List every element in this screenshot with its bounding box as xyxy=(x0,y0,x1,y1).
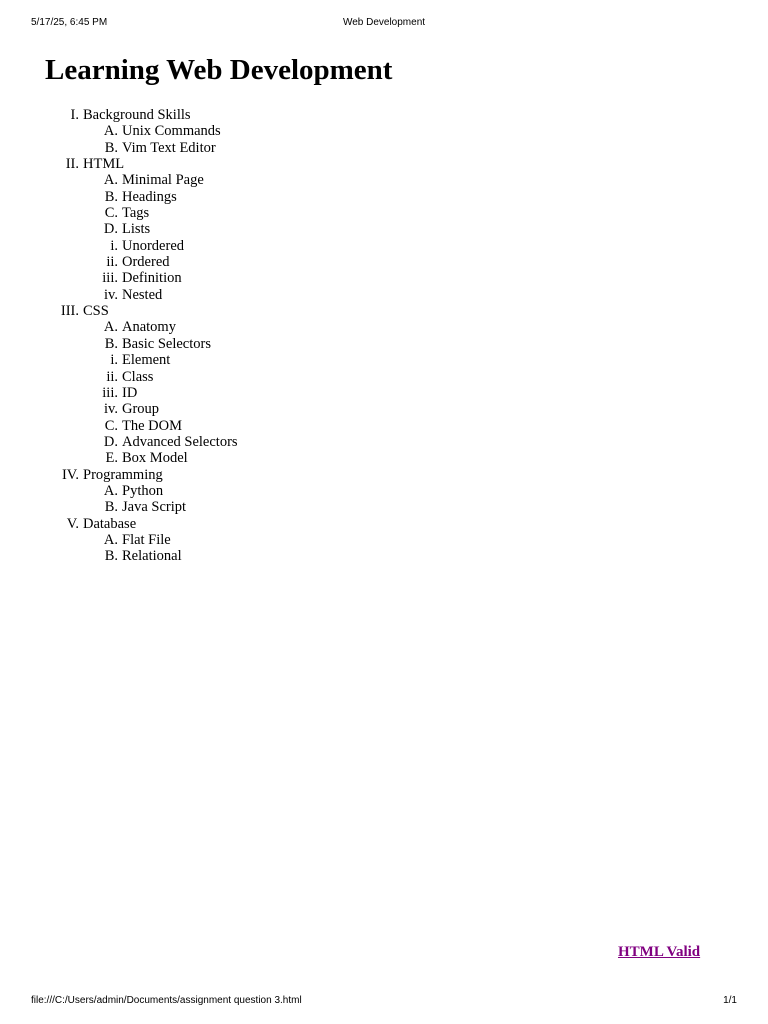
outline-marker: iii. xyxy=(102,270,118,287)
outline-text: Lists xyxy=(122,221,151,238)
outline-text: Box Model xyxy=(122,450,188,467)
outline-text: Unordered xyxy=(122,237,185,254)
outline-item-level-1 xyxy=(0,516,500,532)
outline-marker: III. xyxy=(60,303,79,320)
outline-text: Definition xyxy=(122,270,182,287)
print-datetime: 5/17/25, 6:45 PM xyxy=(31,17,108,28)
page-number: 1/1 xyxy=(723,995,737,1006)
outline-marker: i. xyxy=(110,237,118,254)
outline-item-level-2 xyxy=(0,319,500,335)
outline-item-level-3 xyxy=(0,369,500,385)
page-title: Learning Web Development xyxy=(45,54,393,86)
outline-item-level-2 xyxy=(0,483,500,499)
outline-marker: B. xyxy=(104,499,118,516)
outline-text: Class xyxy=(122,368,154,385)
outline-item-level-2 xyxy=(0,172,500,188)
outline-item-level-2 xyxy=(0,418,500,434)
outline-item-level-2 xyxy=(0,205,500,221)
outline-marker: C. xyxy=(104,417,118,434)
outline-text: Group xyxy=(122,401,160,418)
outline-item-level-2 xyxy=(0,123,500,139)
outline-marker: A. xyxy=(103,531,118,548)
outline-marker: D. xyxy=(103,221,118,238)
outline-item-level-1 xyxy=(0,156,500,172)
outline-text: Vim Text Editor xyxy=(122,139,216,156)
outline-item-level-3 xyxy=(0,270,500,286)
outline-item-level-2 xyxy=(0,221,500,237)
outline-item-level-3 xyxy=(0,385,500,401)
outline-item-level-2 xyxy=(0,189,500,205)
outline-text: The DOM xyxy=(122,417,183,434)
outline-text: Anatomy xyxy=(122,319,176,336)
outline-text: Database xyxy=(83,515,137,532)
outline-marker: i. xyxy=(110,352,118,369)
outline-item-level-3 xyxy=(0,287,500,303)
outline-marker: D. xyxy=(103,433,118,450)
outline-marker: A. xyxy=(103,482,118,499)
outline-item-level-3 xyxy=(0,401,500,417)
outline-text: Ordered xyxy=(122,254,170,271)
outline-text: Element xyxy=(122,352,171,369)
outline-item-level-2 xyxy=(0,140,500,156)
outline-item-level-2 xyxy=(0,434,500,450)
outline-text: Flat File xyxy=(122,531,171,548)
print-footer xyxy=(0,995,768,1009)
outline-item-level-1 xyxy=(0,303,500,319)
outline-marker: II. xyxy=(65,156,79,173)
outline-text: Java Script xyxy=(122,499,187,516)
outline-marker: iv. xyxy=(104,286,118,303)
outline-marker: IV. xyxy=(61,466,79,483)
outline-item-level-2 xyxy=(0,548,500,564)
html-valid-link[interactable]: HTML Valid xyxy=(618,944,701,960)
outline-list xyxy=(0,107,500,565)
outline-marker: B. xyxy=(104,335,118,352)
outline-marker: C. xyxy=(104,205,118,222)
outline-text: Nested xyxy=(122,286,163,303)
outline-text: Advanced Selectors xyxy=(122,433,238,450)
outline-item-level-2 xyxy=(0,450,500,466)
outline-item-level-1 xyxy=(0,107,500,123)
outline-item-level-1 xyxy=(0,467,500,483)
outline-marker: A. xyxy=(103,319,118,336)
outline-item-level-3 xyxy=(0,254,500,270)
file-path: file:///C:/Users/admin/Documents/assignment question 3.html xyxy=(31,995,302,1006)
outline-item-level-2 xyxy=(0,532,500,548)
outline-marker: iii. xyxy=(102,384,118,401)
outline-text: Unix Commands xyxy=(122,123,221,140)
outline-marker: I. xyxy=(70,107,79,123)
outline-item-level-2 xyxy=(0,336,500,352)
outline-text: Basic Selectors xyxy=(122,335,211,352)
outline-marker: A. xyxy=(103,123,118,140)
outline-text: Python xyxy=(122,482,164,499)
outline-marker: iv. xyxy=(104,401,118,418)
outline-marker: B. xyxy=(104,548,118,565)
outline-text: Headings xyxy=(122,188,177,205)
outline-text: Background Skills xyxy=(83,107,191,123)
print-doc-title: Web Development xyxy=(342,17,426,28)
outline-item-level-3 xyxy=(0,238,500,254)
outline-marker: ii. xyxy=(106,254,118,271)
outline-item-level-3 xyxy=(0,352,500,368)
print-header xyxy=(0,17,768,31)
outline-text: ID xyxy=(122,384,138,401)
outline-text: Tags xyxy=(122,205,150,222)
outline-text: Relational xyxy=(122,548,182,565)
outline-marker: ii. xyxy=(106,368,118,385)
outline-item-level-2 xyxy=(0,499,500,515)
outline-marker: E. xyxy=(105,450,118,467)
outline-marker: B. xyxy=(104,188,118,205)
outline-marker: A. xyxy=(103,172,118,189)
outline-text: HTML xyxy=(83,156,125,173)
outline-text: CSS xyxy=(83,303,109,320)
outline-marker: V. xyxy=(66,515,79,532)
outline-marker: B. xyxy=(104,139,118,156)
outline-text: Minimal Page xyxy=(122,172,204,189)
outline-text: Programming xyxy=(83,466,163,483)
